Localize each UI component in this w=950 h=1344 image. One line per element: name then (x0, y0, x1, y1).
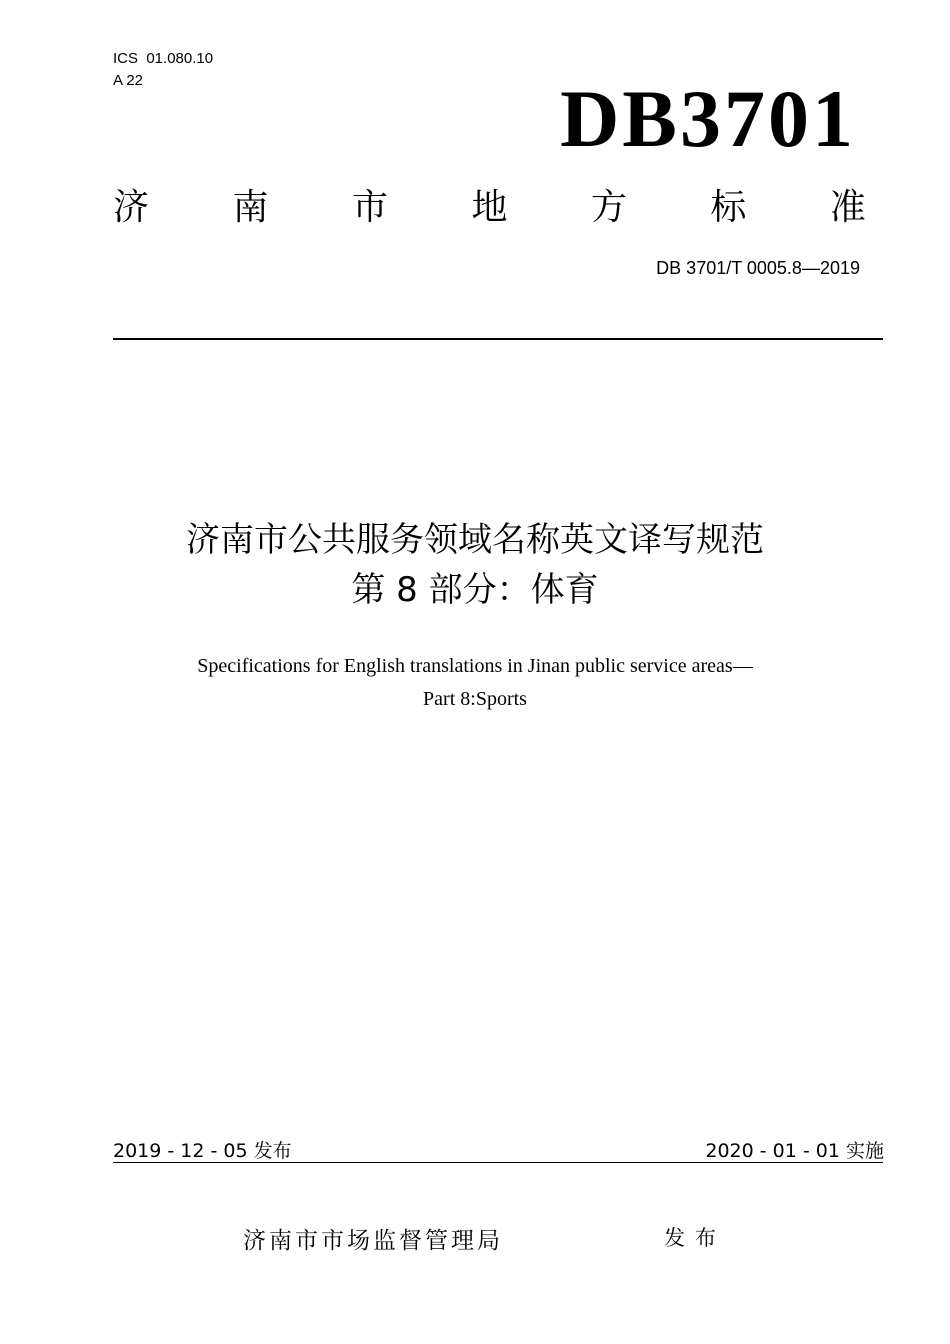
standard-type-char: 地 (471, 187, 508, 228)
chinese-title (0, 515, 950, 615)
issue-label: 发布 (664, 1226, 726, 1250)
standard-type-char: 标 (710, 187, 747, 228)
ccs-code: A 22 (113, 72, 144, 89)
standard-number: DB 3701/T 0005.8—2019 (656, 258, 860, 278)
release-date: 2019 - 12 - 05 发布 (113, 1140, 292, 1162)
implement-date: 2020 - 01 - 01 实施 (705, 1140, 884, 1162)
issuing-authority: 济南市市场监督管理局 (243, 1228, 503, 1254)
standard-type-char: 准 (829, 187, 866, 228)
footer-divider (113, 1162, 883, 1163)
standard-type-char: 市 (351, 187, 388, 228)
ics-code: ICS 01.080.10 (113, 50, 214, 67)
standard-type-char: 方 (590, 187, 627, 228)
header-divider (113, 338, 883, 340)
standard-type-char: 南 (232, 187, 269, 228)
classification-codes (113, 48, 213, 92)
english-title-line1: Specifications for English translations in Jinan public service areas— (197, 655, 753, 677)
chinese-title-line2: 第 8 部分：体育 (351, 570, 599, 610)
standard-code-logo: DB3701 (560, 73, 856, 164)
english-title-line2: Part 8:Sports (423, 688, 527, 710)
english-title (0, 650, 950, 716)
standard-type-char: 济 (113, 187, 150, 228)
chinese-title-line1: 济南市公共服务领域名称英文译写规范 (186, 520, 764, 560)
standard-type-title (113, 184, 866, 232)
